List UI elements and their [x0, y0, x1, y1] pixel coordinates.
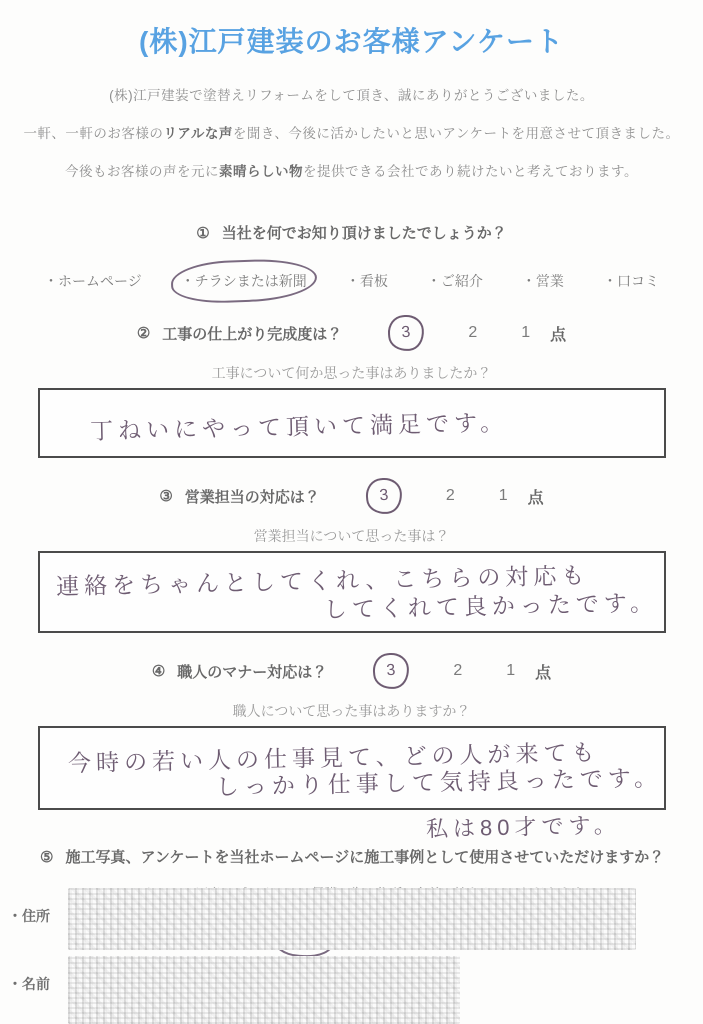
- q3-sub-label: 営業担当について思った事は？: [253, 528, 450, 544]
- q4-handwritten-answer-line3: 私は80才です。: [425, 812, 621, 842]
- q1-option-label: ・ホームページ: [44, 273, 142, 289]
- intro-line-1-text: (株)江戸建装で塗替えリフォームをして頂き、誠にありがとうございました。: [109, 88, 594, 103]
- q1-option-flyer-selected: [179, 267, 309, 295]
- q1-option-sales: [520, 267, 566, 295]
- q1-option-label: ・営業: [521, 273, 564, 289]
- address-redacted-mosaic: [68, 888, 636, 950]
- q1-option-label: ・口コミ: [602, 273, 659, 289]
- q1-option-label: ・チラシまたは新聞: [180, 273, 307, 289]
- intro-line-2: [0, 122, 703, 142]
- q1-label: 当社を何でお知り頂けましたでしょうか？: [221, 225, 507, 242]
- intro-line-2-pre: 一軒、一軒のお客様の: [23, 126, 164, 141]
- address-label: ・住所: [8, 908, 50, 924]
- q5-number: ⑤: [40, 848, 54, 866]
- q4-number: ④: [151, 663, 166, 680]
- hand-drawn-circle-score-3: [364, 476, 403, 515]
- q4-score-unit: 点: [535, 664, 552, 682]
- q1-number: ①: [196, 225, 210, 242]
- q2-score-row: [0, 315, 703, 351]
- intro-line-3-post: を提供できる会社であり続けたいと考えております。: [303, 164, 638, 179]
- q4-handwritten-answer-line1: 今時の若い人の仕事見て、どの人が来ても: [67, 739, 600, 777]
- q4-score-2: 2: [453, 662, 463, 679]
- name-row: [0, 956, 703, 1024]
- intro-section: [0, 84, 703, 180]
- q3-answer-box: [38, 551, 666, 633]
- name-redacted-mosaic: [68, 956, 460, 1024]
- q1-heading: [0, 222, 703, 243]
- q4-score-3: 3: [386, 661, 397, 680]
- q5-heading: [0, 846, 703, 867]
- personal-info-section: [0, 888, 703, 1024]
- q1-option-referral: [425, 267, 485, 295]
- q1-option-label: ・ご紹介: [426, 273, 483, 289]
- address-row: [0, 888, 703, 950]
- q3-score-1: 1: [498, 487, 508, 504]
- q2-score-1: 1: [521, 324, 531, 341]
- q4-label: 職人のマナー対応は？: [177, 663, 328, 681]
- q1-options: [42, 267, 661, 295]
- q4-score-row: [0, 653, 703, 689]
- q2-score-2: 2: [468, 324, 478, 341]
- intro-line-3-pre: 今後もお客様の声を元に: [65, 164, 220, 179]
- q4-answer-overflow: [38, 812, 666, 842]
- q2-scores: [388, 315, 566, 351]
- q2-score-3: 3: [401, 323, 412, 342]
- page-title: (株)江戸建装のお客様アンケート: [139, 26, 564, 57]
- q3-handwritten-answer-line1: 連絡をちゃんとしてくれ、こちらの対応も: [55, 562, 590, 600]
- q4-sub-label: 職人について思った事はありますか？: [232, 703, 471, 719]
- q1-option-homepage: [42, 267, 144, 295]
- q1-option-signboard: [344, 267, 390, 295]
- intro-line-1: [0, 84, 703, 104]
- q3-score-2: 2: [445, 487, 455, 504]
- hand-drawn-circle-score-3: [372, 651, 411, 690]
- q3-scores: [366, 478, 544, 514]
- q3-handwritten-answer-line2: してくれて良かったです。: [323, 589, 658, 623]
- q3-label: 営業担当の対応は？: [184, 488, 320, 506]
- q3-score-3: 3: [378, 486, 389, 505]
- q4-score-1: 1: [506, 662, 516, 679]
- q1-option-label: ・看板: [345, 273, 388, 289]
- q4-scores: [373, 653, 551, 689]
- intro-line-3-strong: 素晴らしい物: [219, 164, 304, 179]
- q1-option-word-of-mouth: [601, 267, 661, 295]
- q5-label: 施工写真、アンケートを当社ホームページに施工事例として使用させていただけますか？: [65, 848, 665, 866]
- q2-sub-label: 工事について何か思った事はありましたか？: [211, 365, 492, 381]
- q4-answer-box: [38, 726, 666, 810]
- q2-answer-box: [38, 388, 666, 458]
- intro-line-2-post: を聞き、今後に活かしたいと思いアンケートを用意させて頂きました。: [232, 126, 680, 141]
- hand-drawn-circle-score-3: [387, 313, 426, 352]
- q2-score-unit: 点: [550, 326, 567, 344]
- q3-score-row: [0, 478, 703, 514]
- q4-handwritten-answer-line2: しっかり仕事して気持良ったです。: [215, 764, 662, 800]
- q2-label: 工事の仕上がり完成度は？: [162, 325, 343, 343]
- q2-handwritten-answer: 丁ねいにやって頂いて満足です。: [89, 409, 508, 445]
- name-label: ・名前: [8, 976, 50, 992]
- q3-number: ③: [159, 488, 173, 505]
- intro-line-2-strong: リアルな声: [163, 126, 233, 141]
- intro-line-3: [0, 160, 703, 180]
- q2-number: ②: [136, 325, 151, 342]
- q3-score-unit: 点: [527, 489, 544, 507]
